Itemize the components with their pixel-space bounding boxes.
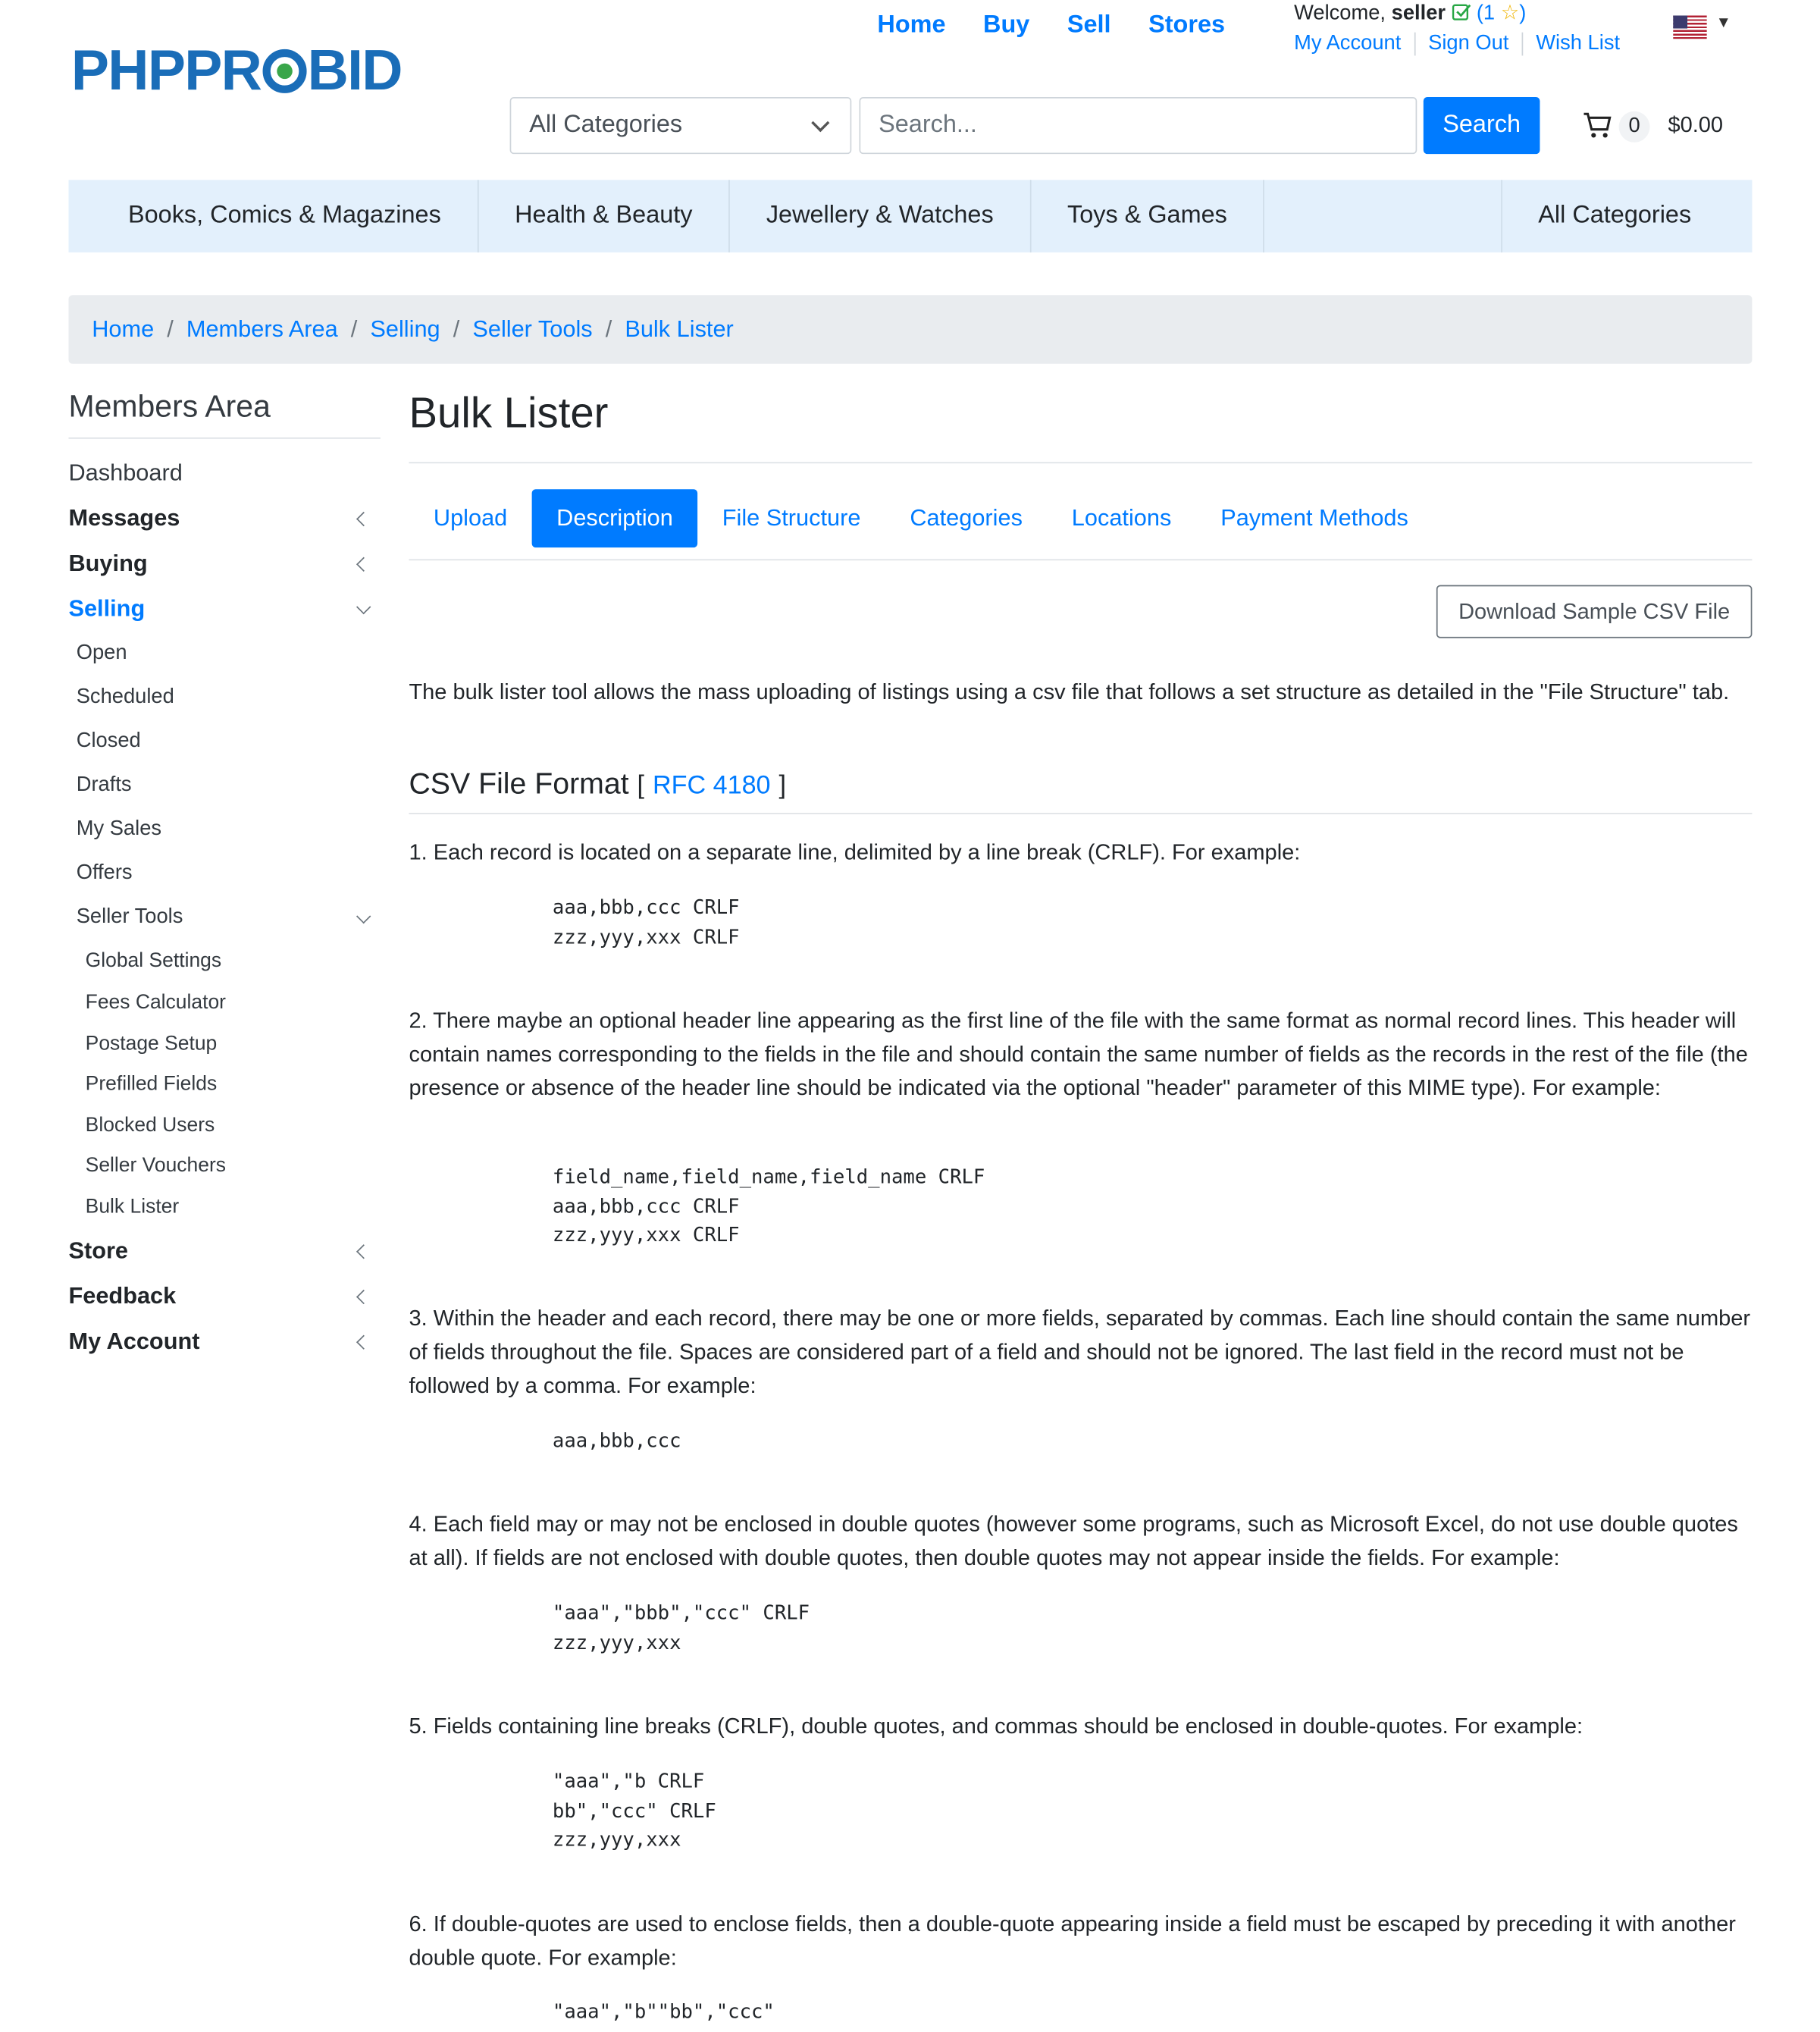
nav-buy[interactable]: Buy — [983, 11, 1030, 39]
breadcrumb-members-area[interactable]: Members Area — [186, 315, 338, 342]
sidebar-item-offers[interactable]: Offers — [76, 861, 133, 884]
chevron-left-icon[interactable] — [356, 1335, 371, 1350]
rule-3-text: 3. Within the header and each record, there may be one or more fields, separated by commas. Each line should contain the same number of fields throughout the file. Spaces are considered part of a field and should not be ignored. The last field in the record must not be followed by a comma. For example: — [409, 1306, 1751, 1398]
chevron-left-icon[interactable] — [356, 1290, 371, 1304]
feedback-open: (1 — [1476, 2, 1496, 25]
breadcrumb — [68, 295, 1752, 363]
sidebar-item-buying[interactable]: Buying — [68, 550, 148, 576]
category-bar — [68, 180, 1752, 252]
search-placeholder: Search... — [879, 111, 977, 139]
chevron-left-icon[interactable] — [356, 512, 371, 526]
site-logo[interactable] — [71, 39, 402, 103]
sidebar-item-seller-tools[interactable]: Seller Tools — [76, 905, 183, 928]
title-divider — [409, 462, 1752, 463]
chevron-left-icon[interactable] — [356, 1244, 371, 1259]
sidebar-item-open[interactable]: Open — [76, 641, 127, 664]
sign-out-link[interactable]: Sign Out — [1428, 33, 1523, 56]
star-icon: ☆ — [1500, 2, 1520, 25]
category-bar-spacer — [1264, 180, 1502, 252]
sidebar-item-prefilled-fields[interactable]: Prefilled Fields — [85, 1073, 218, 1096]
rule-6-text: 6. If double-quotes are used to enclose fields, then a double-quote appearing inside a field must be escaped by preceding it with another double quote. For example: — [409, 1911, 1736, 1971]
intro-text: The bulk lister tool allows the mass uploading of listings using a csv file that follows a set structure as detailed in the "File Structure" tab. — [409, 679, 1730, 704]
sidebar-item-my-sales[interactable]: My Sales — [76, 817, 162, 840]
my-account-link[interactable]: My Account — [1294, 33, 1415, 56]
username[interactable]: seller — [1391, 2, 1446, 25]
chevron-left-icon[interactable] — [356, 557, 371, 572]
sidebar-item-store[interactable]: Store — [68, 1237, 129, 1264]
bracket-close: ] — [778, 771, 786, 800]
logo-text-left: PHPPR — [70, 39, 262, 102]
sidebar-item-seller-vouchers[interactable]: Seller Vouchers — [85, 1154, 226, 1177]
breadcrumb-seller-tools[interactable]: Seller Tools — [472, 315, 593, 342]
welcome-text — [1294, 0, 1526, 26]
rule-5-code: "aaa","b CRLF bb","ccc" CRLF zzz,yyy,xxx — [552, 1769, 716, 1852]
us-flag-icon[interactable] — [1673, 15, 1706, 39]
chevron-down-icon[interactable] — [356, 600, 371, 614]
chevron-down-icon — [811, 114, 829, 132]
nav-stores[interactable]: Stores — [1148, 11, 1226, 39]
breadcrumb-separator: / — [453, 315, 460, 342]
category-health-beauty[interactable]: Health & Beauty — [478, 180, 730, 252]
rule-1-code: aaa,bbb,ccc CRLF zzz,yyy,xxx CRLF — [552, 895, 740, 949]
chevron-down-icon[interactable] — [356, 909, 371, 923]
sidebar-item-scheduled[interactable]: Scheduled — [76, 685, 174, 708]
breadcrumb-separator: / — [167, 315, 174, 342]
breadcrumb-selling[interactable]: Selling — [370, 315, 440, 342]
download-sample-csv-button[interactable]: Download Sample CSV File — [1436, 585, 1753, 638]
sidebar-item-dashboard[interactable]: Dashboard — [68, 459, 183, 486]
breadcrumb-bulk-lister[interactable]: Bulk Lister — [625, 315, 734, 342]
breadcrumb-separator: / — [605, 315, 612, 342]
caret-down-icon[interactable]: ▼ — [1715, 13, 1731, 31]
logo-target-icon — [262, 49, 306, 93]
sidebar-item-selling[interactable]: Selling — [68, 595, 146, 622]
sidebar-item-blocked-users[interactable]: Blocked Users — [85, 1114, 215, 1137]
section-title-text: CSV File Format — [409, 766, 629, 800]
breadcrumb-home[interactable]: Home — [92, 315, 155, 342]
feedback-close: ) — [1519, 2, 1527, 25]
sidebar-divider — [68, 437, 380, 439]
nav-home[interactable]: Home — [877, 11, 946, 39]
bracket-open: [ — [637, 771, 645, 800]
search-button[interactable]: Search — [1424, 97, 1540, 154]
category-select-value: All Categories — [529, 111, 683, 139]
sidebar-item-global-settings[interactable]: Global Settings — [85, 950, 222, 973]
cart-total[interactable]: $0.00 — [1668, 112, 1724, 137]
search-input[interactable] — [860, 97, 1417, 154]
check-icon — [1452, 2, 1477, 24]
sidebar-item-feedback[interactable]: Feedback — [68, 1282, 177, 1309]
rule-1-text: 1. Each record is located on a separate line, delimited by a line break (CRLF). For example: — [409, 839, 1301, 865]
cart-count: 0 — [1619, 111, 1650, 143]
sidebar-item-fees-calculator[interactable]: Fees Calculator — [85, 991, 226, 1014]
category-all[interactable]: All Categories — [1538, 202, 1692, 230]
tab-categories[interactable]: Categories — [910, 504, 1023, 531]
breadcrumb-separator: / — [350, 315, 358, 342]
section-divider — [409, 813, 1752, 814]
rfc-4180-link[interactable]: RFC 4180 — [652, 771, 771, 800]
rule-3-code: aaa,bbb,ccc — [552, 1428, 681, 1453]
nav-sell[interactable]: Sell — [1067, 11, 1111, 39]
welcome-prefix: Welcome, — [1294, 2, 1386, 25]
page-title: Bulk Lister — [409, 388, 609, 437]
feedback-score[interactable] — [1477, 2, 1526, 24]
rule-4-text: 4. Each field may or may not be enclosed in double quotes (however some programs, such as Microsoft Excel, do not use double quotes at all). If fields are not enclosed with double quotes, then double quotes may not appear inside the fields. For example: — [409, 1511, 1738, 1570]
rule-6-code: "aaa","b""bb","ccc" — [552, 1999, 775, 2024]
tabs-divider — [409, 559, 1752, 560]
section-title — [409, 767, 786, 801]
category-jewellery-watches[interactable]: Jewellery & Watches — [730, 180, 1031, 252]
sidebar-item-closed[interactable]: Closed — [76, 729, 141, 752]
sidebar-item-messages[interactable]: Messages — [68, 504, 180, 531]
rule-5-text: 5. Fields containing line breaks (CRLF), double quotes, and commas should be enclosed in double-quotes. For example: — [409, 1714, 1583, 1739]
sidebar-item-drafts[interactable]: Drafts — [76, 773, 132, 796]
rule-2-code: field_name,field_name,field_name CRLF aaa,bbb,ccc CRLF zzz,yyy,xxx CRLF — [552, 1165, 985, 1247]
tab-upload[interactable]: Upload — [433, 504, 508, 531]
wish-list-link[interactable]: Wish List — [1536, 32, 1621, 55]
logo-text-right: BID — [307, 39, 402, 102]
cart-icon[interactable] — [1583, 111, 1614, 146]
tab-file-structure[interactable]: File Structure — [722, 504, 861, 531]
category-toys-games[interactable]: Toys & Games — [1031, 180, 1264, 252]
rule-2-text: 2. There maybe an optional header line appearing as the first line of the file with the same format as normal record lines. This header will contain names corresponding to the fields in the file and should contain the same number of fields as the records in the rest of the file (the presence or absence of the header line should be indicated via the optional "header" parameter of this MIME type). For example: — [409, 1008, 1748, 1101]
sidebar-item-bulk-lister[interactable]: Bulk Lister — [85, 1196, 180, 1218]
category-books[interactable]: Books, Comics & Magazines — [68, 180, 478, 252]
sidebar-title: Members Area — [68, 389, 271, 425]
tab-locations[interactable]: Locations — [1071, 504, 1172, 531]
tab-bar — [409, 489, 1433, 547]
tab-payment-methods[interactable]: Payment Methods — [1220, 504, 1408, 531]
top-nav — [877, 11, 1225, 40]
sidebar-item-postage-setup[interactable]: Postage Setup — [85, 1033, 218, 1055]
category-select[interactable] — [510, 97, 852, 154]
account-links — [1294, 33, 1646, 56]
tab-description[interactable]: Description — [532, 489, 698, 547]
rule-4-code: "aaa","bbb","ccc" CRLF zzz,yyy,xxx — [552, 1601, 810, 1654]
sidebar-item-my-account[interactable]: My Account — [68, 1328, 200, 1354]
